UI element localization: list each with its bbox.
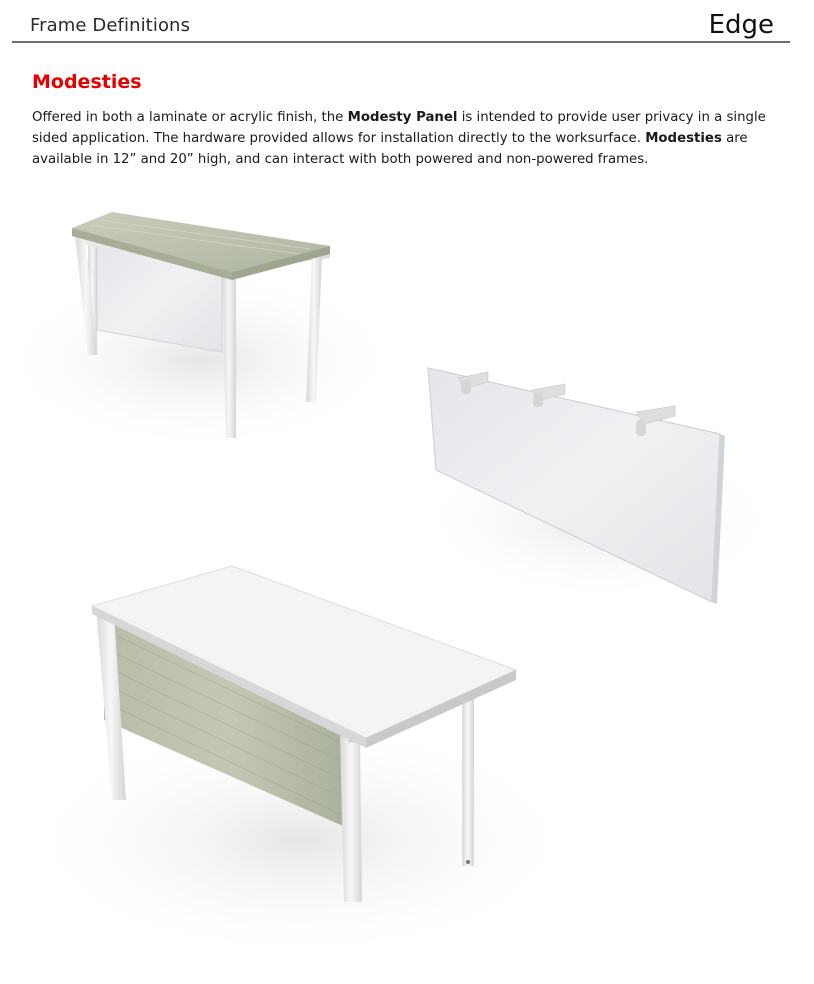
product-line-title: Edge [708, 10, 774, 40]
section-heading: Modesties [32, 71, 142, 93]
desk-with-laminate-modesty-icon [20, 566, 580, 960]
paragraph-emphasis: Modesty Panel [347, 110, 458, 125]
paragraph-text: are available in 12” and 20” high, and can interact with both powered and non-powered frames. [32, 131, 748, 167]
section-title: Frame Definitions [30, 15, 191, 36]
desk-with-acrylic-modesty-icon [0, 212, 400, 450]
paragraph-emphasis: Modesties [645, 131, 722, 146]
paragraph-text: Offered in both a laminate or acrylic finish, the [32, 110, 348, 125]
acrylic-modesty-panel-icon [420, 368, 780, 604]
paragraph-text: is intended to provide user privacy in a single sided application. The hardware provided allows for installation directly to the worksurface. [32, 110, 766, 146]
